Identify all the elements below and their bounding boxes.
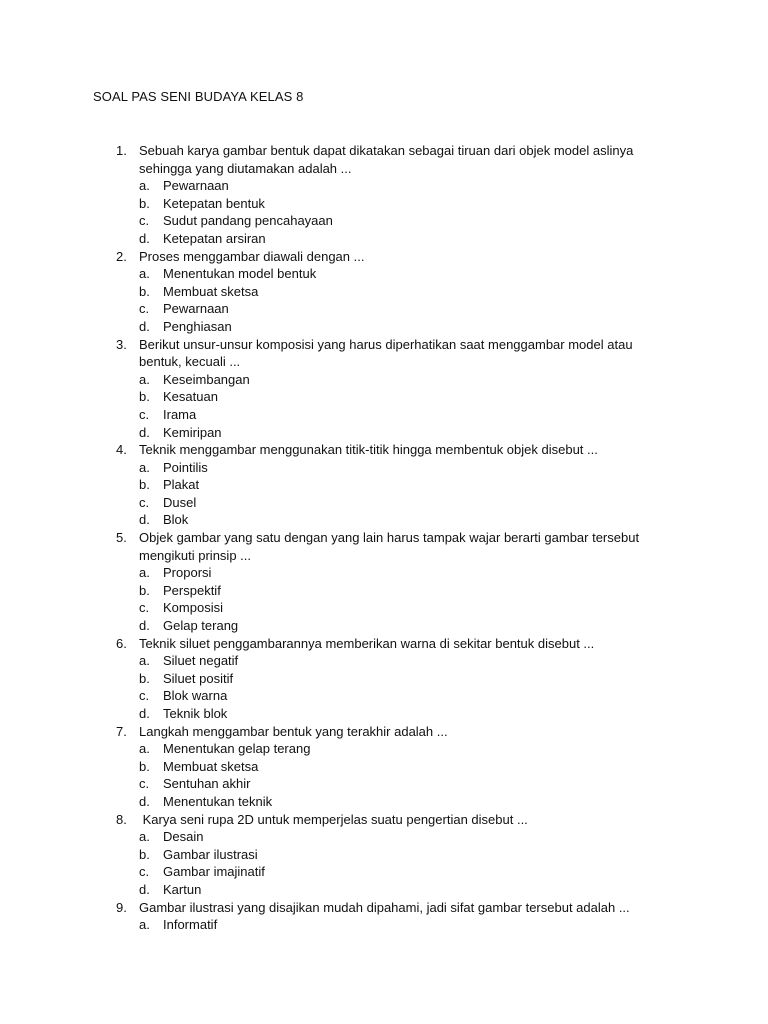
option-label: a. [139, 178, 150, 194]
option-label: d. [139, 706, 150, 721]
option-text: Menentukan teknik [163, 793, 273, 809]
option-text: Blok [163, 512, 189, 528]
question-item [0, 142, 768, 248]
option-label: a. [139, 741, 150, 757]
option-label: d. [139, 230, 150, 246]
option-label: b. [139, 758, 150, 774]
answer-option [0, 406, 768, 424]
option-label: a. [139, 653, 150, 669]
question-item [0, 723, 768, 811]
answer-option [0, 283, 768, 301]
option-text: Gelap terang [163, 618, 239, 634]
option-text: Pewarnaan [163, 301, 229, 317]
option-text: Siluet negatif [163, 653, 239, 669]
option-label: d. [139, 793, 150, 809]
option-text: Pointilis [163, 459, 208, 475]
question-item [0, 811, 768, 899]
answer-option [0, 705, 768, 723]
question-number: 4. [116, 442, 127, 458]
question-text: Teknik siluet penggambarannya memberikan warna di sekitar bentuk disebut ... [139, 635, 595, 651]
option-label: b. [139, 670, 150, 686]
answer-option [0, 793, 768, 811]
option-label: c. [139, 213, 150, 229]
option-text: Informatif [163, 917, 218, 933]
option-text: Dusel [163, 494, 197, 510]
answer-option [0, 371, 768, 389]
answer-option [0, 916, 768, 934]
question-number: 3. [116, 336, 127, 352]
option-label: a. [139, 829, 150, 845]
option-text: Membuat sketsa [163, 758, 259, 774]
option-text: Plakat [163, 477, 200, 493]
answer-option [0, 599, 768, 617]
answer-option [0, 476, 768, 494]
document-title: SOAL PAS SENI BUDAYA KELAS 8 [93, 89, 304, 104]
option-label: c. [139, 494, 150, 510]
option-text: Proporsi [163, 565, 212, 581]
option-text: Irama [163, 406, 197, 422]
question-item [0, 441, 768, 529]
option-text: Ketepatan bentuk [163, 195, 265, 211]
option-text: Komposisi [163, 600, 223, 616]
question-stem [0, 529, 649, 564]
question-text: Objek gambar yang satu dengan yang lain harus tampak wajar berarti gambar tersebut mengikuti prinsip ... [139, 530, 643, 563]
question-text: Langkah menggambar bentuk yang terakhir adalah ... [139, 723, 448, 739]
answer-option [0, 300, 768, 318]
option-label: b. [139, 477, 150, 493]
answer-option [0, 758, 768, 776]
answer-option [0, 740, 768, 758]
option-label: a. [139, 371, 150, 387]
answer-option [0, 265, 768, 283]
question-text: Gambar ilustrasi yang disajikan mudah dipahami, jadi sifat gambar tersebut adalah ... [139, 899, 630, 915]
answer-option [0, 494, 768, 512]
question-text: Teknik menggambar menggunakan titik-titik hingga membentuk objek disebut ... [139, 442, 598, 458]
option-label: d. [139, 424, 150, 440]
question-stem [0, 635, 649, 653]
answer-option [0, 828, 768, 846]
question-text: Sebuah karya gambar bentuk dapat dikatakan sebagai tiruan dari objek model aslinya sehingga yang diutamakan adalah ... [139, 143, 637, 176]
option-label: c. [139, 864, 150, 880]
answer-option [0, 775, 768, 793]
question-item [0, 336, 768, 442]
answer-option [0, 459, 768, 477]
answer-option [0, 212, 768, 230]
option-text: Ketepatan arsiran [163, 230, 266, 246]
question-number: 7. [116, 723, 127, 739]
question-number: 9. [116, 899, 127, 915]
question-stem [0, 441, 649, 459]
answer-option [0, 564, 768, 582]
option-text: Gambar imajinatif [163, 864, 265, 880]
option-label: a. [139, 266, 150, 282]
answer-option [0, 881, 768, 899]
option-label: a. [139, 917, 150, 933]
question-stem [0, 723, 649, 741]
question-item [0, 248, 768, 336]
answer-option [0, 687, 768, 705]
option-label: d. [139, 318, 150, 334]
option-label: c. [139, 776, 150, 792]
answer-option [0, 582, 768, 600]
option-text: Menentukan model bentuk [163, 266, 317, 282]
question-number: 1. [116, 143, 127, 158]
option-label: b. [139, 846, 150, 862]
answer-option [0, 670, 768, 688]
question-text: Berikut unsur-unsur komposisi yang harus diperhatikan saat menggambar model atau bentuk, kecuali ... [139, 336, 637, 370]
option-label: b. [139, 389, 150, 405]
option-text: Sudut pandang pencahayaan [163, 213, 333, 229]
question-stem [0, 899, 649, 917]
option-label: b. [139, 582, 150, 598]
option-text: Kemiripan [163, 424, 222, 440]
option-text: Gambar ilustrasi [163, 846, 258, 862]
question-stem [0, 142, 649, 177]
option-label: a. [139, 565, 150, 581]
question-number: 8. [116, 811, 127, 827]
answer-option [0, 863, 768, 881]
option-text: Menentukan gelap terang [163, 741, 311, 757]
question-number: 2. [116, 248, 127, 264]
option-text: Teknik blok [163, 706, 228, 721]
option-label: c. [139, 688, 150, 704]
question-stem [0, 811, 649, 829]
option-label: b. [139, 195, 150, 211]
option-text: Blok warna [163, 688, 228, 704]
option-label: b. [139, 283, 150, 299]
option-text: Membuat sketsa [163, 283, 259, 299]
question-text: Karya seni rupa 2D untuk memperjelas suatu pengertian disebut ... [139, 811, 528, 827]
option-text: Kartun [163, 881, 202, 897]
answer-option [0, 424, 768, 442]
answer-option [0, 195, 768, 213]
answer-option [0, 388, 768, 406]
answer-option [0, 177, 768, 195]
option-label: c. [139, 600, 150, 616]
answer-option [0, 511, 768, 529]
answer-option [0, 846, 768, 864]
question-number: 6. [116, 635, 127, 651]
question-number: 5. [116, 530, 127, 546]
question-text: Proses menggambar diawali dengan ... [139, 248, 365, 264]
option-text: Sentuhan akhir [163, 776, 251, 792]
option-label: c. [139, 301, 150, 317]
option-text: Kesatuan [163, 389, 218, 405]
option-label: d. [139, 618, 150, 634]
option-text: Siluet positif [163, 670, 234, 686]
question-stem [0, 248, 649, 266]
question-item [0, 899, 768, 934]
question-stem [0, 336, 649, 371]
option-text: Keseimbangan [163, 371, 250, 387]
option-text: Desain [163, 829, 204, 845]
answer-option [0, 230, 768, 248]
question-item [0, 635, 768, 723]
answer-option [0, 652, 768, 670]
answer-option [0, 617, 768, 635]
question-item [0, 529, 768, 635]
option-label: a. [139, 459, 150, 475]
option-label: c. [139, 406, 150, 422]
option-text: Penghiasan [163, 318, 232, 334]
option-label: d. [139, 512, 150, 528]
option-text: Pewarnaan [163, 178, 229, 194]
option-label: d. [139, 881, 150, 897]
answer-option [0, 318, 768, 336]
question-list [0, 142, 768, 934]
option-text: Perspektif [163, 582, 221, 598]
